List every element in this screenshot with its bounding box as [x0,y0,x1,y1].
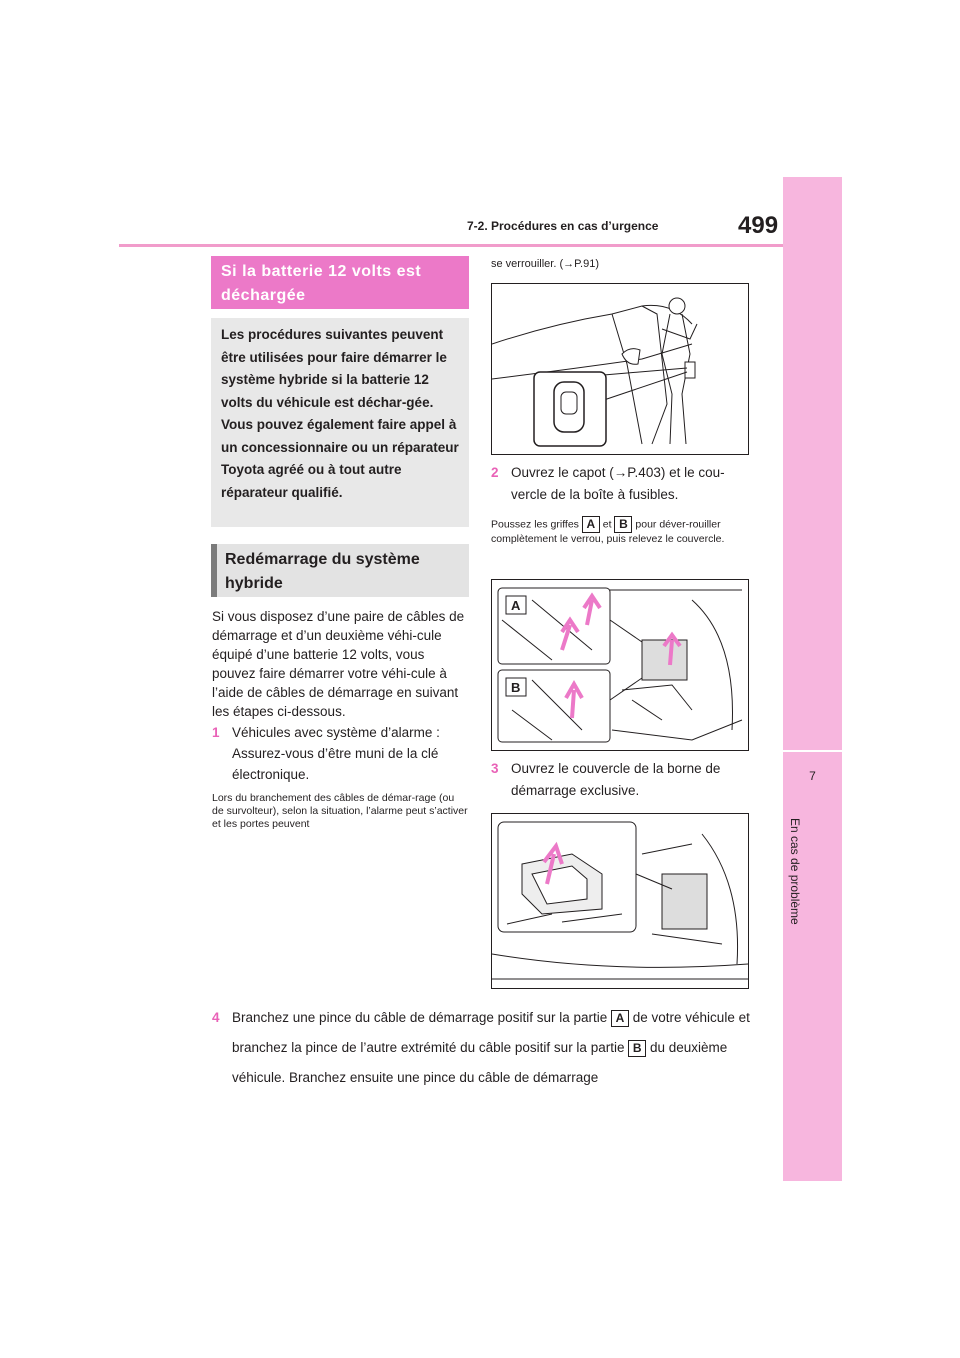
section-title: 7-2. Procédures en cas d’urgence [467,219,659,233]
badge-a: A [582,516,600,533]
note-text: Les procédures suivantes peuvent être utilisées pour faire démarrer le système hybride si la batterie 12 volts du véhicule est déchar-gée. [221,327,447,410]
step-4-text-a: Branchez une pince du câble de démarrage positif sur la partie [232,1010,608,1025]
step-1-detail: Lors du branchement des câbles de démar-rage (ou de survolteur), selon la situation, l’alarme peut s’activer et les portes peuvent [212,792,468,830]
heading-battery-discharged: Si la batterie 12 volts est déchargée [211,256,469,309]
step-4-text-c: du deuxième véhicule. Branchez ensuite une pince du câble de démarrage [232,1040,728,1085]
note-text-2: Vous pouvez également faire appel à un concessionnaire ou un réparateur Toyota agréé ou à tout autre réparateur qualifié. [221,417,459,500]
chapter-side-tab [783,177,842,1181]
badge-b-inline: B [628,1040,646,1057]
header-rule [119,244,783,247]
side-tab-divider [783,750,842,752]
step-2-detail-b: et [602,518,612,531]
svg-text:B: B [511,680,521,695]
engine-bay-fusebox-illustration [492,580,748,750]
figure-jump-terminal [491,813,749,989]
figure-electronic-key [491,283,749,455]
step-3-text: Ouvrez le couvercle de la borne de démarrage exclusive. [511,761,721,798]
step-4-number: 4 [212,1010,220,1025]
note-box [211,318,469,527]
step-1-text: Véhicules avec système d’alarme : Assurez-vous d’être muni de la clé électronique. [232,725,440,782]
step-2 [491,462,753,506]
car-door-key-illustration [492,284,748,454]
step-2-text: Ouvrez le capot (→P.403) et le cou-vercle de la boîte à fusibles. [511,465,725,502]
badge-b: B [614,516,632,533]
step-2-detail-c: pour déver-rouiller complètement le verrou, puis relevez le couvercle. [491,518,725,545]
intro-paragraph: Si vous disposez d’une paire de câbles de démarrage et d’un deuxième véhi-cule équipé d’une batterie 12 volts, vous pouvez faire démarrer votre véhi-cule à l’aide de câbles de démarrage en suivant les étapes ci-dessous. [212,609,465,719]
step-1 [212,722,468,785]
step-4-text-b: de votre véhicule et branchez la pince de l’autre extrémité du câble positif sur la partie [232,1010,750,1055]
chapter-number: 7 [809,769,816,783]
continued-text: se verrouiller. (→P.91) [491,258,600,270]
svg-text:A: A [511,598,521,613]
step-3-number: 3 [491,761,499,776]
jump-terminal-illustration [492,814,748,988]
step-2-number: 2 [491,465,499,480]
heading-restart-hybrid: Redémarrage du système hybride [211,544,469,597]
badge-a-inline: A [611,1010,629,1027]
page-number: 499 [738,212,779,239]
step-4 [212,1003,772,1093]
step-3 [491,758,753,802]
chapter-title: En cas de problème [788,818,802,925]
step-2-detail-a: Poussez les griffes [491,518,579,531]
step-2-detail [491,516,753,546]
step-1-number: 1 [212,725,220,740]
figure-fuse-box [491,579,749,751]
